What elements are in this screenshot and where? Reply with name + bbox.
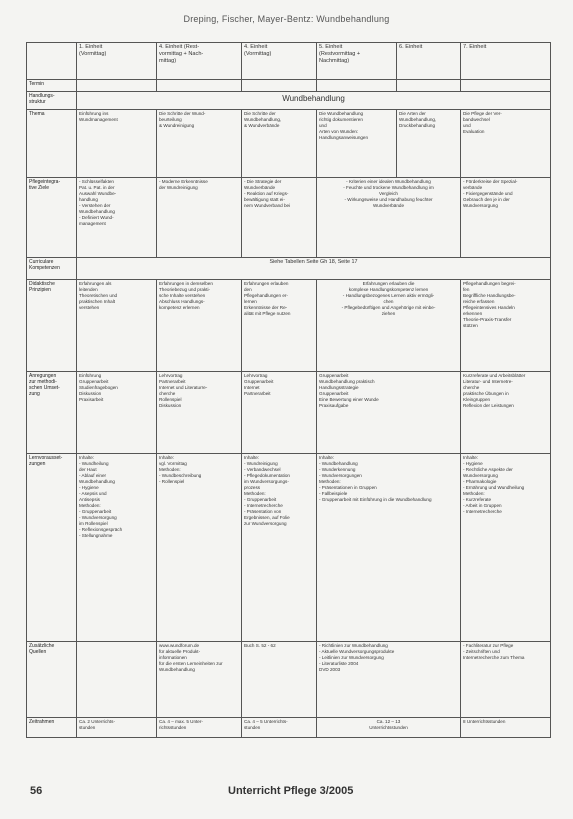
didaktik-cell-1: Erfahrungen als leitenden Theoretischen und praktischen Inhalt verstehen (77, 280, 157, 372)
row-pflegeintegration (27, 178, 551, 258)
anregung-cell-5: Kurzreferate und Arbeitsblätter Literatur- und Internetre- cherche praktische Übungen in Kleingruppen Reflexion der Leistungen (461, 372, 551, 454)
cell (242, 80, 317, 92)
anregung-cell-3: Lehrvortrag Gruppenarbeit Internet Partnerarbeit (242, 372, 317, 454)
thema-cell-5: Die Arten der Wundbehandlung, Druckbehandlung (397, 110, 461, 178)
row-label-lernvoraussetzungen: Lernvorausset- zungen (27, 454, 77, 642)
thema-cell-1: Einführung ins Wundmanagement (77, 110, 157, 178)
quellen-cell-3: Buch S. 52 - 62 (242, 642, 317, 718)
row-handlungsstruktur (27, 92, 551, 110)
header-einheit-1: 1. Einheit (Vormittag) (77, 43, 157, 80)
quellen-cell-5: - Fachliteratur zur Pflege - Zeitschriften und Internetrecherche zum Thema (461, 642, 551, 718)
didaktik-cell-4: Erfahrungen erlauben die komplexe Handlungskompetenz lernen - Handlungsbezogenes Lernen aktiv ermögli- chen - Pflegebedürftigen und Angehörige mit einbe- ziehen (317, 280, 461, 372)
header-row (27, 43, 551, 80)
lern-cell-1: Inhalte: - Wundheilung der Haut - Ablauf einer Wundbehandlung - Hygiene - Asepsis und Antisepsis Methoden: - Gruppenarbeit - Wundversorgung im Rollenspiel - Reflexionsgespräch - Stellungnahme (77, 454, 157, 642)
row-zusaetzliche (27, 642, 551, 718)
row-label-pflegeintegration: Pflegeintegra- tive Ziele (27, 178, 77, 258)
page-number: 56 (30, 785, 43, 797)
row-label-handlungsstruktur: Handlungs- struktur (27, 92, 77, 110)
row-label-thema: Thema (27, 110, 77, 178)
header-einheit-2: 4. Einheit (Rest- vormittag + Nach- mittag) (157, 43, 242, 80)
row-thema (27, 110, 551, 178)
zeit-cell-2: Ca. 4 – max. 5 Unter- richtsstunden (157, 718, 242, 738)
row-lernvoraussetzungen (27, 454, 551, 642)
pflege-cell-5: - Förderkreise der Spezial- verbände - Fixiergegenstände und Gebrauch den je in der Wundversorgung (461, 178, 551, 258)
header-einheit-3: 4. Einheit (Vormittag) (242, 43, 317, 80)
row-label-zeitrahmen: Zeitrahmen (27, 718, 77, 738)
row-zeitrahmen (27, 718, 551, 738)
lesson-plan-table (26, 42, 551, 738)
lern-cell-4: Inhalte: - Wundbehandlung - Wunderkennung - Wundversorgungen Methoden: - Präsentationen in Gruppen - Fallbeispiele - Gruppenarbeit mit Einführung in die Wundbehandlung (317, 454, 461, 642)
header-einheit-4: 5. Einheit (Restvormittag + Nachmittag) (317, 43, 397, 80)
didaktik-cell-3: Erfahrungen erlauben den Pflegehandlungen er- lernen Erkenntnisse der Re- alität mit Pflege nutzen (242, 280, 317, 372)
row-label-zusaetzliche: Zusätzliche Quellen (27, 642, 77, 718)
thema-cell-3: Die Schritte der Wundbehandlung, & Wundverbände (242, 110, 317, 178)
cell (157, 80, 242, 92)
zeit-cell-3: Ca. 4 – 5 Unterrichts- stunden (242, 718, 317, 738)
header-empty (27, 43, 77, 80)
span-curriculare: Siehe Tabellen Seite Gh 18, Seite 17 (77, 258, 551, 280)
zeit-cell-4: Ca. 12 – 13 Unterrichtsstunden (317, 718, 461, 738)
header-einheit-6: 7. Einheit (461, 43, 551, 80)
lern-cell-5: Inhalte: - Hygiene - Rechtliche Aspekte der Wundversorgung - Pharmakologie - Ernährung und Wundheilung Methoden: - Kurzreferate - Arbeit in Gruppen - Internetrecherche (461, 454, 551, 642)
pflege-cell-4: - Kriterien einer idealen Wundbehandlung - Feuchte und trockene Wundbehandlung im Vergleich - Wirkungsweise und Handhabung feuchter Wundverbände (317, 178, 461, 258)
lern-cell-2: Inhalte: vgl. Vormittag Methoden: - Wundbeschreibung - Rollenspiel (157, 454, 242, 642)
row-label-didaktische: Didaktische Prinzipien (27, 280, 77, 372)
cell (317, 80, 397, 92)
pflege-cell-3: - Die Strategie der Wundverbände - Reaktion auf Kriegs- bewältigung statt ei- nem Wundverband bei (242, 178, 317, 258)
anregung-cell-4: Gruppenarbeit Wundbehandlung praktisch Handlungsstrategie Gruppenarbeit Eine Bewertung einer Wunde Praxisaufgabe (317, 372, 461, 454)
anregung-cell-2: Lehrvortrag Partnerarbeit Internet und Literaturre- cherche Rollenspiel Diskussion (157, 372, 242, 454)
pflege-cell-2: - Moderne Erkenntnisse der Wundreinigung (157, 178, 242, 258)
lern-cell-3: Inhalte: - Wundreinigung - Verbandwechsel - Pflegedokumentation im Wundversorgungs- prozess Methoden: - Gruppenarbeit - Internetrecherche - Präsentation von Ergebnissen, auf Folie zur Wundversorgung (242, 454, 317, 642)
span-wundbehandlung: Wundbehandlung (77, 92, 551, 110)
cell (77, 80, 157, 92)
row-label-curriculare: Curriculare Kompetenzen (27, 258, 77, 280)
row-didaktische (27, 280, 551, 372)
zeit-cell-5: 8 Unterrichtsstunden (461, 718, 551, 738)
thema-cell-2: Die Schritte der Wund- beurteilung & Wundreinigung (157, 110, 242, 178)
journal-title: Unterricht Pflege 3/2005 (228, 785, 354, 797)
thema-cell-6: Die Pflege der Ver- bandwechsel und Evaluation (461, 110, 551, 178)
didaktik-cell-5: Pflegehandlungen begrei- fen Begriffliche Handlungsbe- reiche erfassen Pflegeintensives Handeln erkennen Theorie-Praxis-Transfer stützen (461, 280, 551, 372)
lesson-plan-table-container (26, 42, 550, 774)
pflege-cell-1: - Schlüsselfakten Pat. u. Pat. in der Auswahl Wundbe- handlung - Verstehen der Wundbehandlung - Definiert Wund- management (77, 178, 157, 258)
quellen-cell-2: www.wundforum.de für aktuelle Produkt- informationen für die ersten Lerneinheiten zur Wundbehandlung (157, 642, 242, 718)
cell (397, 80, 461, 92)
row-label-termin: Termin (27, 80, 77, 92)
thema-cell-4: Die Wundbehandlung richtig dokumentieren und Arten von Wunden: Handlungsanweisungen (317, 110, 397, 178)
row-anregungen (27, 372, 551, 454)
row-curriculare (27, 258, 551, 280)
zeit-cell-1: Ca. 2 Unterrichts- stunden (77, 718, 157, 738)
page-footer (30, 785, 550, 805)
running-head: Dreping, Fischer, Mayer-Bentz: Wundbehandlung (183, 14, 390, 24)
quellen-cell-4: - Richtlinien zur Wundbehandlung - Aktuelle Wundversorgungsprodukte - Leitlinien zur Wundversorgung - Literaturliste 2004 DVD 2003 (317, 642, 461, 718)
row-termin (27, 80, 551, 92)
cell (461, 80, 551, 92)
header-einheit-5: 6. Einheit (397, 43, 461, 80)
row-label-anregungen: Anregungen zur methodi- schen Umset- zung (27, 372, 77, 454)
didaktik-cell-2: Erfahrungen in demselben Theoriebezug und prakti- sche Inhalte verstehen Abschluss Handlungs- kompetenz erlernen (157, 280, 242, 372)
anregung-cell-1: Einführung Gruppenarbeit Studienfragebogen Diskussion Praxisarbeit (77, 372, 157, 454)
quellen-cell-1 (77, 642, 157, 718)
